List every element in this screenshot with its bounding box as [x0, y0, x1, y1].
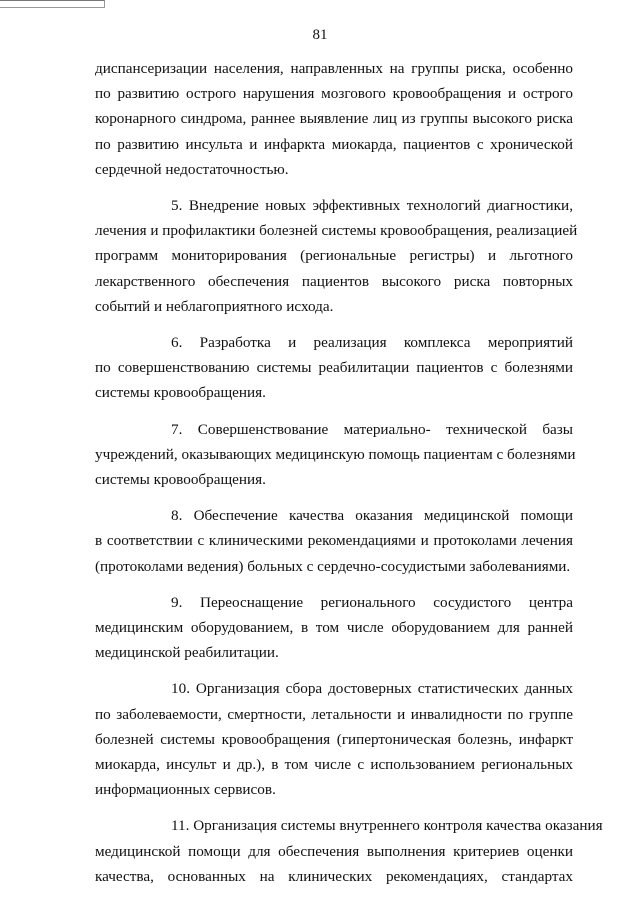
paragraph-item-11	[95, 813, 603, 889]
text-line: (протоколами ведения) больных с сердечно-сосудистыми заболеваниями.	[95, 557, 571, 575]
text-line: коронарного синдрома, раннее выявление лиц из группы высокого риска	[95, 110, 573, 128]
text-line: миокарда, инсульт и др.), в том числе с использованием региональных	[95, 756, 573, 774]
text-line: по развитию острого нарушения мозгового кровообращения и острого	[95, 85, 573, 103]
text-line: учреждений, оказывающих медицинскую помощь пациентам с болезнями	[95, 445, 576, 463]
text-line: в соответствии с клиническими рекомендациями и протоколами лечения	[95, 532, 573, 550]
text-line: сердечной недостаточностью.	[95, 160, 289, 178]
document-body	[95, 56, 603, 900]
text-line: по развитию инсульта и инфаркта миокарда, пациентов с хронической	[95, 135, 573, 153]
text-line: медицинской реабилитации.	[95, 644, 279, 662]
text-line: 9. Переоснащение регионального сосудистого центра	[171, 593, 573, 611]
paragraph-item-7	[95, 417, 576, 493]
text-line: информационных сервисов.	[95, 781, 276, 799]
page-number: 81	[312, 27, 328, 43]
text-line: системы кровообращения.	[95, 384, 266, 402]
paragraph-item-5	[95, 193, 578, 319]
text-line: болезней системы кровообращения (гипертоническая болезнь, инфаркт	[95, 730, 573, 748]
text-line: 7. Совершенствование материально- технической базы	[171, 420, 573, 438]
text-line: диспансеризации населения, направленных на группы риска, особенно	[95, 60, 573, 77]
paragraph-item-6	[95, 330, 573, 406]
paragraph-item-9	[95, 590, 573, 666]
text-line: событий и неблагоприятного исхода.	[95, 297, 334, 315]
text-line: медицинским оборудованием, в том числе оборудованием для ранней	[95, 619, 573, 637]
text-line: лекарственного обеспечения пациентов высокого риска повторных	[95, 272, 573, 290]
text-line: 11. Организация системы внутреннего контроля качества оказания	[171, 817, 603, 835]
text-line: 5. Внедрение новых эффективных технологий диагностики,	[171, 197, 573, 215]
text-line: 6. Разработка и реализация комплекса мероприятий	[171, 334, 573, 352]
text-line: по заболеваемости, смертности, летальности и инвалидности по группе	[95, 705, 573, 723]
text-line: лечения и профилактики болезней системы кровообращения, реализацией	[95, 222, 578, 240]
text-line: по совершенствованию системы реабилитации пациентов с болезнями	[95, 359, 573, 377]
text-line: системы кровообращения.	[95, 471, 266, 489]
paragraph-item-8	[95, 503, 573, 579]
text-line: программ мониторирования (региональные регистры) и льготного	[95, 247, 573, 265]
text-line: качества, основанных на клинических рекомендациях, стандартах	[95, 867, 573, 885]
text-line: медицинской помощи для обеспечения выполнения критериев оценки	[95, 842, 573, 860]
top-left-rule	[0, 0, 105, 8]
paragraph-continuation	[95, 56, 573, 182]
text-line: 8. Обеспечение качества оказания медицинской помощи	[171, 507, 573, 525]
paragraph-item-10	[95, 676, 573, 802]
text-line: 10. Организация сбора достоверных статистических данных	[171, 680, 573, 698]
